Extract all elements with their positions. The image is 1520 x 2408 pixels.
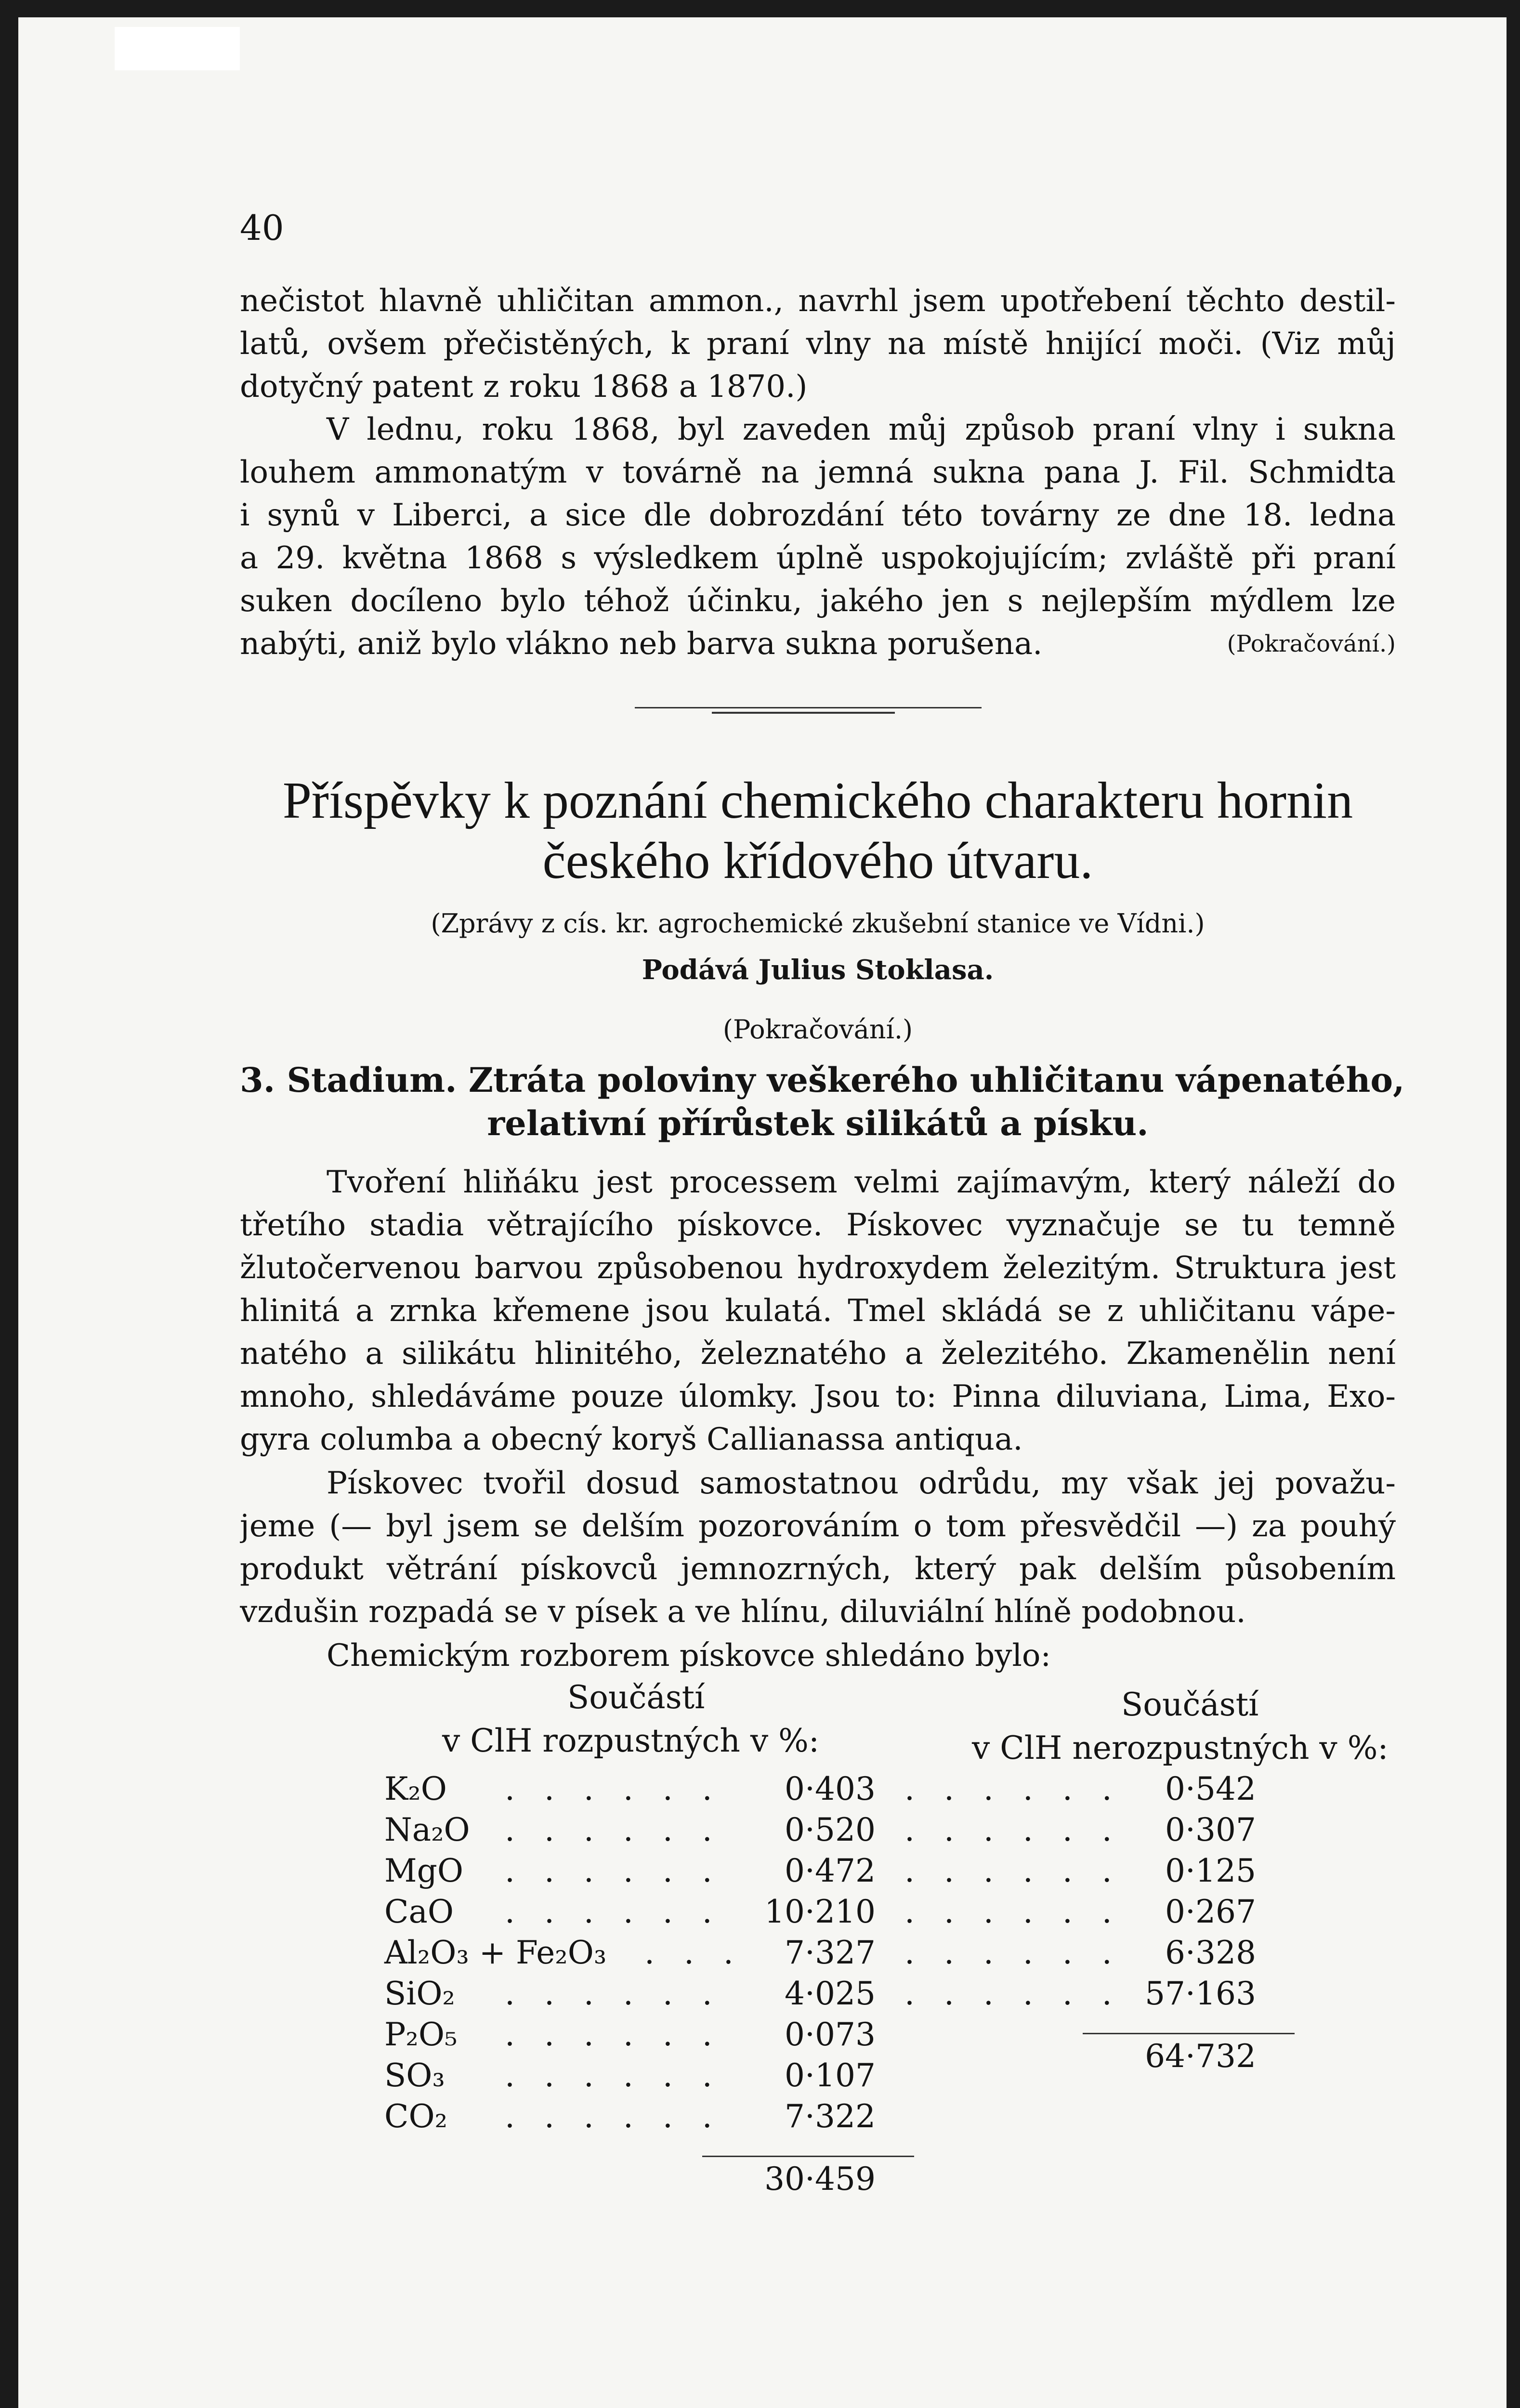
col1-header-line-2: v ClH rozpustných v %: [442,1722,820,1759]
table-cell-insoluble: 6·328 [1165,1934,1256,1971]
section-heading-line-2: relativní přírůstek silikátů a písku. [487,1103,1149,1143]
article-author: Podává Julius Stoklasa. [642,954,994,986]
text-line: hlinitá a zrnka křemene jsou kulatá. Tmel skládá se z uhličitanu vápe- [240,1293,1396,1329]
text-line: Tvoření hliňáku jest processem velmi zajímavým, který náleží do [327,1165,1396,1200]
page [18,17,1507,2408]
table-row-label: SO₃ [384,2057,445,2094]
paragraph-2 [240,1161,1396,1461]
top-margin-blemish [115,27,240,70]
text-line: natého a silikátu hlinitého, železnatého a železitého. Zkamenělin není [240,1336,1396,1372]
text-line: Pískovec tvořil dosud samostatnou odrůdu, my však jej považu- [327,1466,1396,1501]
text-line: produkt větrání pískovců jemnozrných, který pak delším působením [240,1551,1396,1587]
page-number: 40 [240,208,284,248]
text-line: gyra columba a obecný koryš Callianassa antiqua. [240,1422,1023,1457]
table-cell-insoluble: 57·163 [1145,1975,1256,2012]
section-divider-accent [712,712,895,714]
table-cell-insoluble: 0·542 [1165,1770,1256,1807]
table-cell-soluble: 0·520 [785,1811,876,1848]
analysis-intro-paragraph [240,1635,1396,1677]
col1-header-line-1: Součástí [567,1679,705,1716]
text-line: jeme (— byl jsem se delším pozorováním o tom přesvědčil —) za pouhý [240,1508,1396,1544]
table-cell-soluble: 7·322 [785,2098,876,2135]
leader-dots: . . . . . . [904,1811,1122,1848]
paragraph-3 [240,1462,1396,1634]
leader-dots: . . . . . . [904,1893,1122,1930]
article-continued: (Pokračování.) [722,1014,913,1045]
article-title-line-1: Příspěvky k poznání chemického charakteru hornin [282,772,1353,829]
leader-dots: . . . . . . [904,1770,1122,1807]
total-insoluble: 64·732 [1145,2038,1256,2075]
section-heading-line-1: 3. Stadium. Ztráta poloviny veškerého uhličitanu vápenatého, [240,1060,1405,1100]
leader-dots: . . . . . . [904,1975,1122,2012]
text-line: i synů v Liberci, a sice dle dobrozdání této továrny ze dne 18. ledna [240,497,1396,533]
total-soluble: 30·459 [764,2160,876,2198]
table-cell-soluble: 0·073 [785,2016,876,2053]
leader-dots: . . . . . . [904,1852,1122,1889]
table-row-label: MgO [384,1852,463,1889]
leader-dots: . . . [644,1934,743,1971]
paragraph-1 [240,280,1396,666]
text-line: latů, ovšem přečistěných, k praní vlny na místě hnijící moči. (Viz můj [240,326,1396,362]
leader-dots: . . . . . . [505,1893,722,1930]
text-line: dotyčný patent z roku 1868 a 1870.) [240,369,808,405]
section-divider [635,707,982,708]
text-line: suken docíleno bylo téhož účinku, jakého jen s nejlepším mýdlem lze [240,583,1396,619]
table-cell-insoluble: 0·267 [1165,1893,1256,1930]
leader-dots: . . . . . . [505,1811,722,1848]
continued-label: (Pokračování.) [1227,630,1396,657]
text-line: louhem ammonatým v továrně na jemná sukna pana J. Fil. Schmidta [240,455,1396,490]
text-line: vzdušin rozpadá se v písek a ve hlínu, diluviální hlíně podobnou. [240,1594,1246,1630]
table-cell-soluble: 0·472 [785,1852,876,1889]
text-line-content: nabýti, aniž bylo vlákno neb barva sukna porušena. [240,626,1043,662]
leader-dots: . . . . . . [505,2016,722,2053]
leader-dots: . . . . . . [904,1934,1122,1971]
table-row-label: Na₂O [384,1811,470,1848]
article-title-line-2: českého křídového útvaru. [542,832,1093,890]
table-cell-soluble: 0·403 [785,1770,876,1807]
col1-total-rule [702,2156,914,2157]
table-row-label: P₂O₅ [384,2016,458,2053]
table-cell-soluble: 10·210 [764,1893,876,1930]
article-source: (Zprávy z cís. kr. agrochemické zkušební stanice ve Vídni.) [431,908,1205,939]
table-row-label: CO₂ [384,2098,448,2135]
table-cell-soluble: 7·327 [785,1934,876,1971]
table-cell-insoluble: 0·125 [1165,1852,1256,1889]
table-cell-soluble: 0·107 [785,2057,876,2094]
text-line: a 29. května 1868 s výsledkem úplně uspokojujícím; zvláště při praní [240,540,1396,576]
table-row-label: SiO₂ [384,1975,455,2012]
table-row-label: CaO [384,1893,454,1930]
text-line: žlutočervenou barvou způsobenou hydroxydem železitým. Struktura jest [240,1250,1396,1286]
table-cell-soluble: 4·025 [785,1975,876,2012]
leader-dots: . . . . . . [505,1852,722,1889]
text-line: třetího stadia větrajícího pískovce. Pískovec vyznačuje se tu temně [240,1207,1396,1243]
text-line: nečistot hlavně uhličitan ammon., navrhl jsem upotřebení těchto destil- [240,283,1396,319]
analysis-intro: Chemickým rozborem pískovce shledáno bylo: [327,1638,1051,1674]
table-cell-insoluble: 0·307 [1165,1811,1256,1848]
col2-header-line-1: Součástí [1121,1686,1259,1723]
text-line: V lednu, roku 1868, byl zaveden můj způsob praní vlny i sukna [327,412,1396,447]
table-row-label: Al₂O₃ + Fe₂O₃ [384,1934,607,1971]
col2-header-line-2: v ClH nerozpustných v %: [972,1729,1389,1767]
leader-dots: . . . . . . [505,1770,722,1807]
table-row-label: K₂O [384,1770,447,1807]
col2-total-rule [1083,2033,1295,2034]
text-line: mnoho, shledáváme pouze úlomky. Jsou to: Pinna diluviana, Lima, Exo- [240,1379,1396,1414]
leader-dots: . . . . . . [505,1975,722,2012]
leader-dots: . . . . . . [505,2057,722,2094]
leader-dots: . . . . . . [505,2098,722,2135]
text-line [240,623,1396,666]
